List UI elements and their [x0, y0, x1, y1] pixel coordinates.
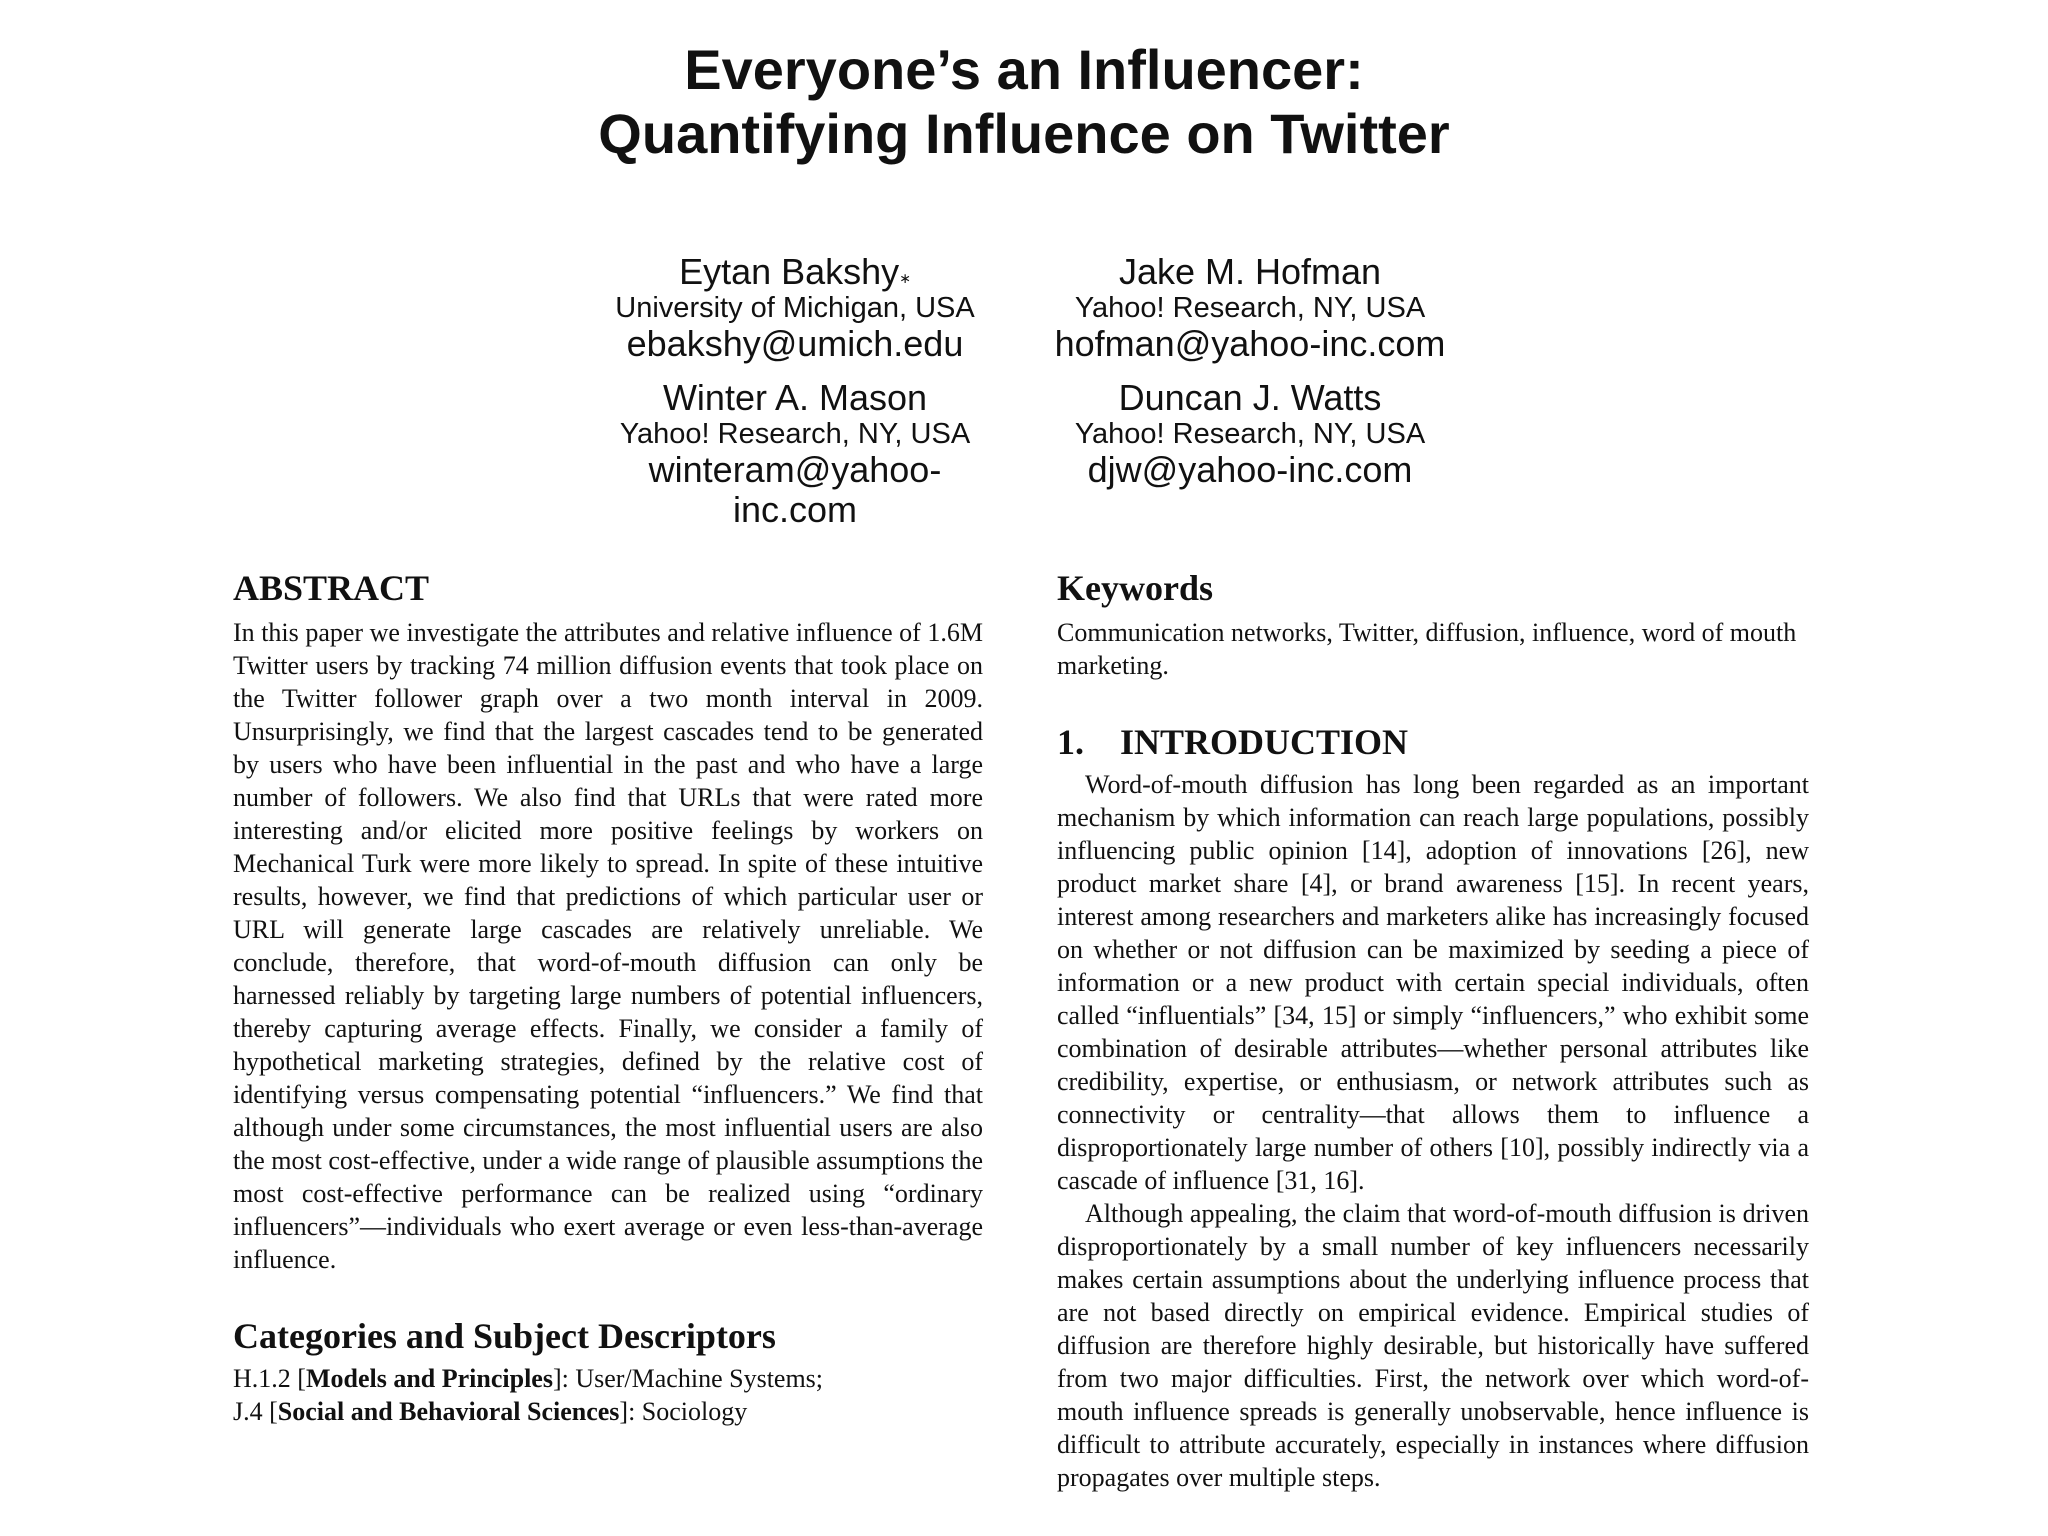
author-email[interactable]: djw@yahoo-inc.com: [1087, 449, 1413, 490]
author-name: Eytan Bakshy∗: [679, 251, 911, 292]
author-block-mason: [560, 378, 1030, 530]
left-column: [233, 568, 983, 1428]
footnote-mark: ∗: [899, 270, 911, 286]
categories-heading: Categories and Subject Descriptors: [233, 1316, 776, 1356]
author-email[interactable]: [560, 450, 1030, 530]
author-email-line-2: inc.com: [732, 489, 858, 530]
categories-line-1: H.1.2 [Models and Principles]: User/Machine Systems;: [233, 1364, 824, 1393]
author-block-watts: [1015, 378, 1485, 490]
author-affiliation: Yahoo! Research, NY, USA: [619, 418, 971, 450]
title-line-2: Quantifying Influence on Twitter: [598, 102, 1450, 165]
abstract-text: In this paper we investigate the attributes and relative influence of 1.6M Twitter users by tracking 74 million diffusion events that took place on the Twitter follower graph over a two month interval in 2009. Unsurprisingly, we find that the largest cascades tend to be generated by users who have been influential in the past and who have a large number of followers. We also find that URLs that were rated more interesting and/or elicited more positive feelings by workers on Mechanical Turk were more likely to spread. In spite of these intuitive results, however, we find that predictions of which particular user or URL will generate large cascades are relatively unreliable. We conclude, therefore, that word-of-mouth diffusion can only be harnessed reliably by targeting large numbers of potential influencers, thereby capturing average effects. Finally, we consider a family of hypothetical marketing strategies, defined by the relative cost of identifying versus compensating potential “influencers.” We find that although under some circumstances, the most influential users are also the most cost-effective, under a wide range of plausible assumptions the most cost-effective performance can be realized using “ordinary influencers”—individuals who exert average or even less-than-average influence.: [233, 618, 983, 1274]
keywords-heading: Keywords: [1057, 568, 1213, 608]
author-email[interactable]: ebakshy@umich.edu: [626, 323, 964, 364]
introduction-paragraph-2: Although appealing, the claim that word-of-mouth diffusion is driven disproportionately by a small number of key influencers necessarily makes certain assumptions about the underlying influence process that are not based directly on empirical evidence. Empirical studies of diffusion are therefore highly desirable, but historically have suffered from two major difficulties. First, the network over which word-of-mouth influence spreads is generally unobservable, hence influence is difficult to attribute accurately, especially in instances where diffusion propagates over multiple steps.: [1057, 1199, 1809, 1492]
title-line-1: Everyone’s an Influencer:: [684, 38, 1364, 101]
author-email-line-1: winteram@yahoo-: [648, 449, 942, 490]
paper-title: [0, 38, 2048, 166]
author-affiliation: Yahoo! Research, NY, USA: [1074, 292, 1426, 324]
right-column: [1057, 568, 1809, 1494]
author-email[interactable]: hofman@yahoo-inc.com: [1054, 323, 1446, 364]
author-block-bakshy: [560, 252, 1030, 364]
author-name: Winter A. Mason: [662, 377, 928, 418]
abstract-heading: ABSTRACT: [233, 568, 430, 608]
introduction-heading: 1. INTRODUCTION: [1057, 722, 1409, 762]
introduction-paragraph-1: Word-of-mouth diffusion has long been regarded as an important mechanism by which information can reach large populations, possibly influencing public opinion [14], adoption of innovations [26], new product market share [4], or brand awareness [15]. In recent years, interest among researchers and marketers alike has increasingly focused on whether or not diffusion can be maximized by seeding a piece of information or a new product with certain special individuals, often called “influentials” [34, 15] or simply “influencers,” who exhibit some combination of desirable attributes—whether personal attributes like credibility, expertise, or enthusiasm, or network attributes such as connectivity or centrality—that allows them to influence a disproportionately large number of others [10], possibly indirectly via a cascade of influence [31, 16].: [1057, 770, 1809, 1195]
author-name: Duncan J. Watts: [1118, 377, 1382, 418]
author-block-hofman: [1015, 252, 1485, 364]
keywords-text: Communication networks, Twitter, diffusion, influence, word of mouth marketing.: [1057, 618, 1797, 680]
categories-line-2: J.4 [Social and Behavioral Sciences]: Sociology: [233, 1397, 748, 1426]
author-affiliation: University of Michigan, USA: [615, 292, 975, 324]
author-affiliation: Yahoo! Research, NY, USA: [1074, 418, 1426, 450]
author-name: Jake M. Hofman: [1118, 251, 1382, 292]
